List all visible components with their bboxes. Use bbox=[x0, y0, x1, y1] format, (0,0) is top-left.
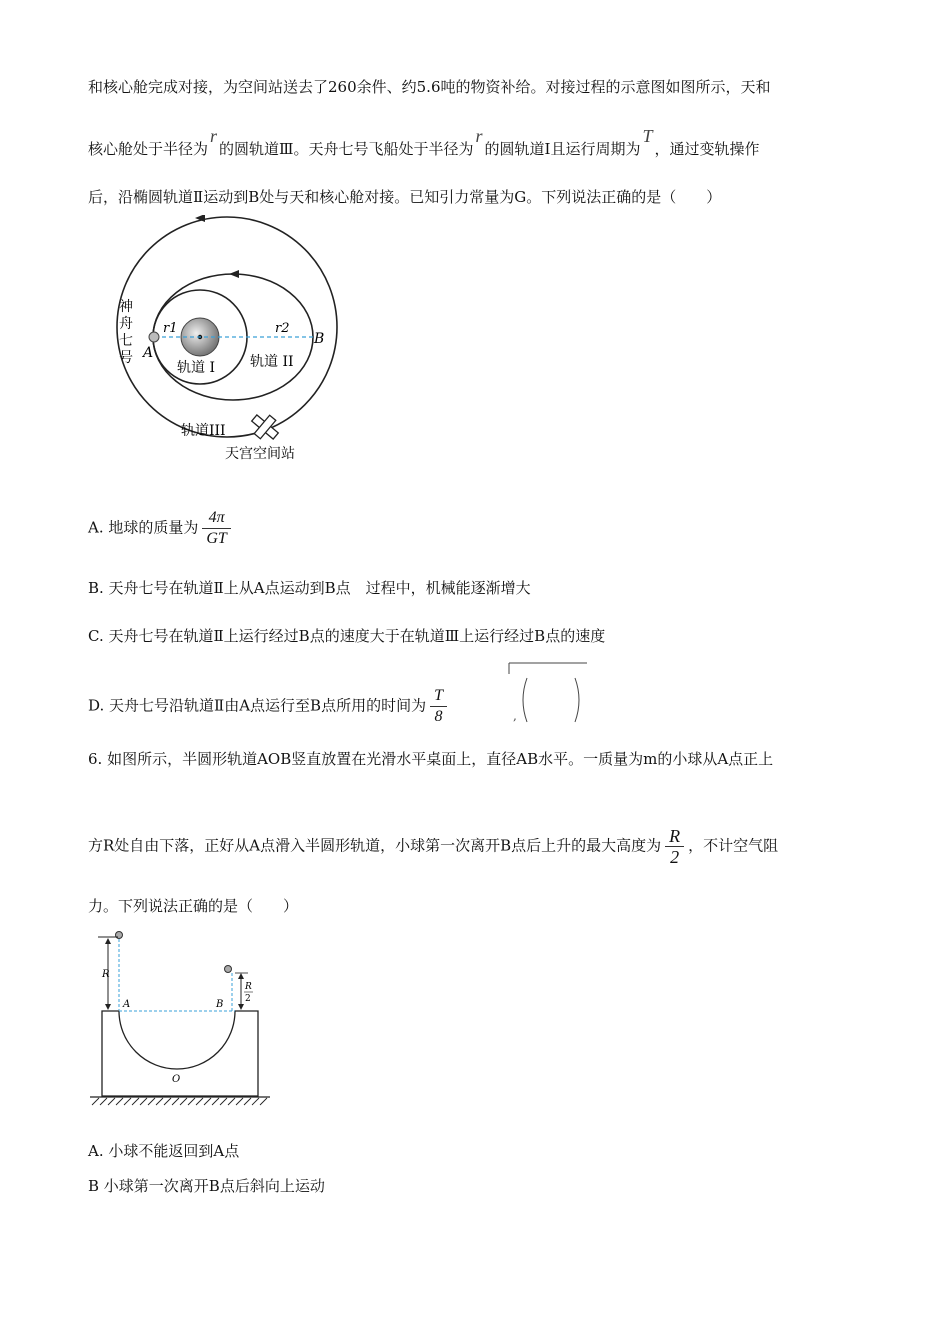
station-label: 天宫空间站 bbox=[225, 446, 295, 462]
q6-option-b: B 小球第一次离开B点后斜向上运动 bbox=[88, 1177, 325, 1195]
R2-num-label: R bbox=[245, 982, 252, 992]
q5-option-c: C. 天舟七号在轨道Ⅱ上运行经过B点的速度大于在轨道Ⅲ上运行经过B点的速度 bbox=[88, 627, 606, 645]
orbit-1-label: 轨道 I bbox=[177, 360, 215, 376]
semicircle-track-diagram bbox=[88, 925, 278, 1110]
orbit-3-circle bbox=[117, 217, 337, 437]
option-a-text: A. 地球的质量为 bbox=[88, 518, 199, 537]
q5-option-d bbox=[88, 686, 451, 727]
ball-peak bbox=[225, 966, 232, 973]
point-B-label: B bbox=[314, 331, 325, 347]
q5-option-b: B. 天舟七号在轨道Ⅱ上从A点运动到B点 过程中，机械能逐渐增大 bbox=[88, 579, 531, 597]
option-d-fraction bbox=[430, 686, 447, 727]
orbit-3-label: 轨道III bbox=[181, 423, 226, 439]
shenzhou-label-2: 舟 bbox=[119, 316, 133, 332]
arrow-orbit-2 bbox=[229, 270, 239, 278]
point-A-label: A bbox=[123, 999, 131, 1010]
option-d-num: T bbox=[434, 687, 443, 704]
point-B-label: B bbox=[216, 999, 224, 1010]
orbit-2-label: 轨道 II bbox=[250, 354, 294, 370]
point-A-label: A bbox=[143, 345, 154, 361]
ground-hatching bbox=[92, 1098, 267, 1105]
q6-frac-num: R bbox=[669, 826, 681, 846]
svg-text:,: , bbox=[513, 709, 517, 723]
q6-line-3: 力。下列说法正确的是（ ） bbox=[88, 897, 299, 915]
R-label: R bbox=[102, 969, 110, 980]
q5-option-a bbox=[88, 508, 235, 549]
shenzhou-label-3: 七 bbox=[119, 333, 133, 349]
option-d-text: D. 天舟七号沿轨道Ⅱ由A点运行至B点所用的时间为 bbox=[88, 696, 427, 715]
q5-line-2c: 的圆轨道Ⅰ且运行周期为 bbox=[484, 140, 641, 158]
r1-label: r1 bbox=[163, 321, 178, 336]
shenzhou-spacecraft bbox=[149, 332, 159, 342]
r-symbol-2: r bbox=[475, 126, 483, 146]
r2-label: r2 bbox=[275, 321, 290, 336]
q5-line-2b: 的圆轨道Ⅲ。天舟七号飞船处于半径为 bbox=[219, 140, 474, 158]
option-a-num: 4π bbox=[208, 509, 225, 526]
q5-line-2a: 核心舱处于半径为 bbox=[88, 140, 209, 158]
shenzhou-label-1: 神 bbox=[119, 299, 133, 315]
q6-frac-den: 2 bbox=[665, 846, 684, 867]
R2-den-label: 2 bbox=[245, 994, 251, 1004]
option-d-bracket bbox=[505, 660, 590, 726]
orbit-diagram bbox=[105, 215, 355, 470]
q6-line-2a: 方R处自由下落，正好从A点滑入半圆形轨道，小球第一次离开B点后上升的最大高度为 bbox=[88, 836, 662, 855]
option-a-den: GT bbox=[202, 528, 230, 549]
q5-line-3: 后，沿椭圆轨道Ⅱ运动到B处与天和核心舱对接。已知引力常量为G。下列说法正确的是（ ） bbox=[88, 188, 722, 206]
space-station-icon bbox=[247, 409, 284, 445]
T-symbol: T bbox=[642, 126, 653, 146]
shenzhou-label-4: 号 bbox=[119, 350, 133, 366]
option-d-den: 8 bbox=[430, 706, 447, 727]
q6-line-2 bbox=[88, 826, 778, 867]
q6-line-1: 6. 如图所示，半圆形轨道AOB竖直放置在光滑水平桌面上，直径AB水平。一质量为m的小球从A点正上 bbox=[88, 750, 774, 768]
q5-line-2d: ，通过变轨操作 bbox=[654, 140, 760, 158]
option-a-fraction bbox=[202, 508, 230, 549]
q6-line-2b: ，不计空气阻 bbox=[688, 836, 779, 855]
q6-fraction bbox=[665, 826, 684, 867]
q5-line-1: 和核心舱完成对接，为空间站送去了260余件、约5.6吨的物资补给。对接过程的示意图如图所示，天和 bbox=[88, 78, 771, 96]
point-O-label: O bbox=[172, 1074, 181, 1085]
r-symbol-1: r bbox=[210, 126, 218, 146]
q5-line-2 bbox=[88, 126, 760, 159]
q6-option-a: A. 小球不能返回到A点 bbox=[88, 1142, 240, 1160]
